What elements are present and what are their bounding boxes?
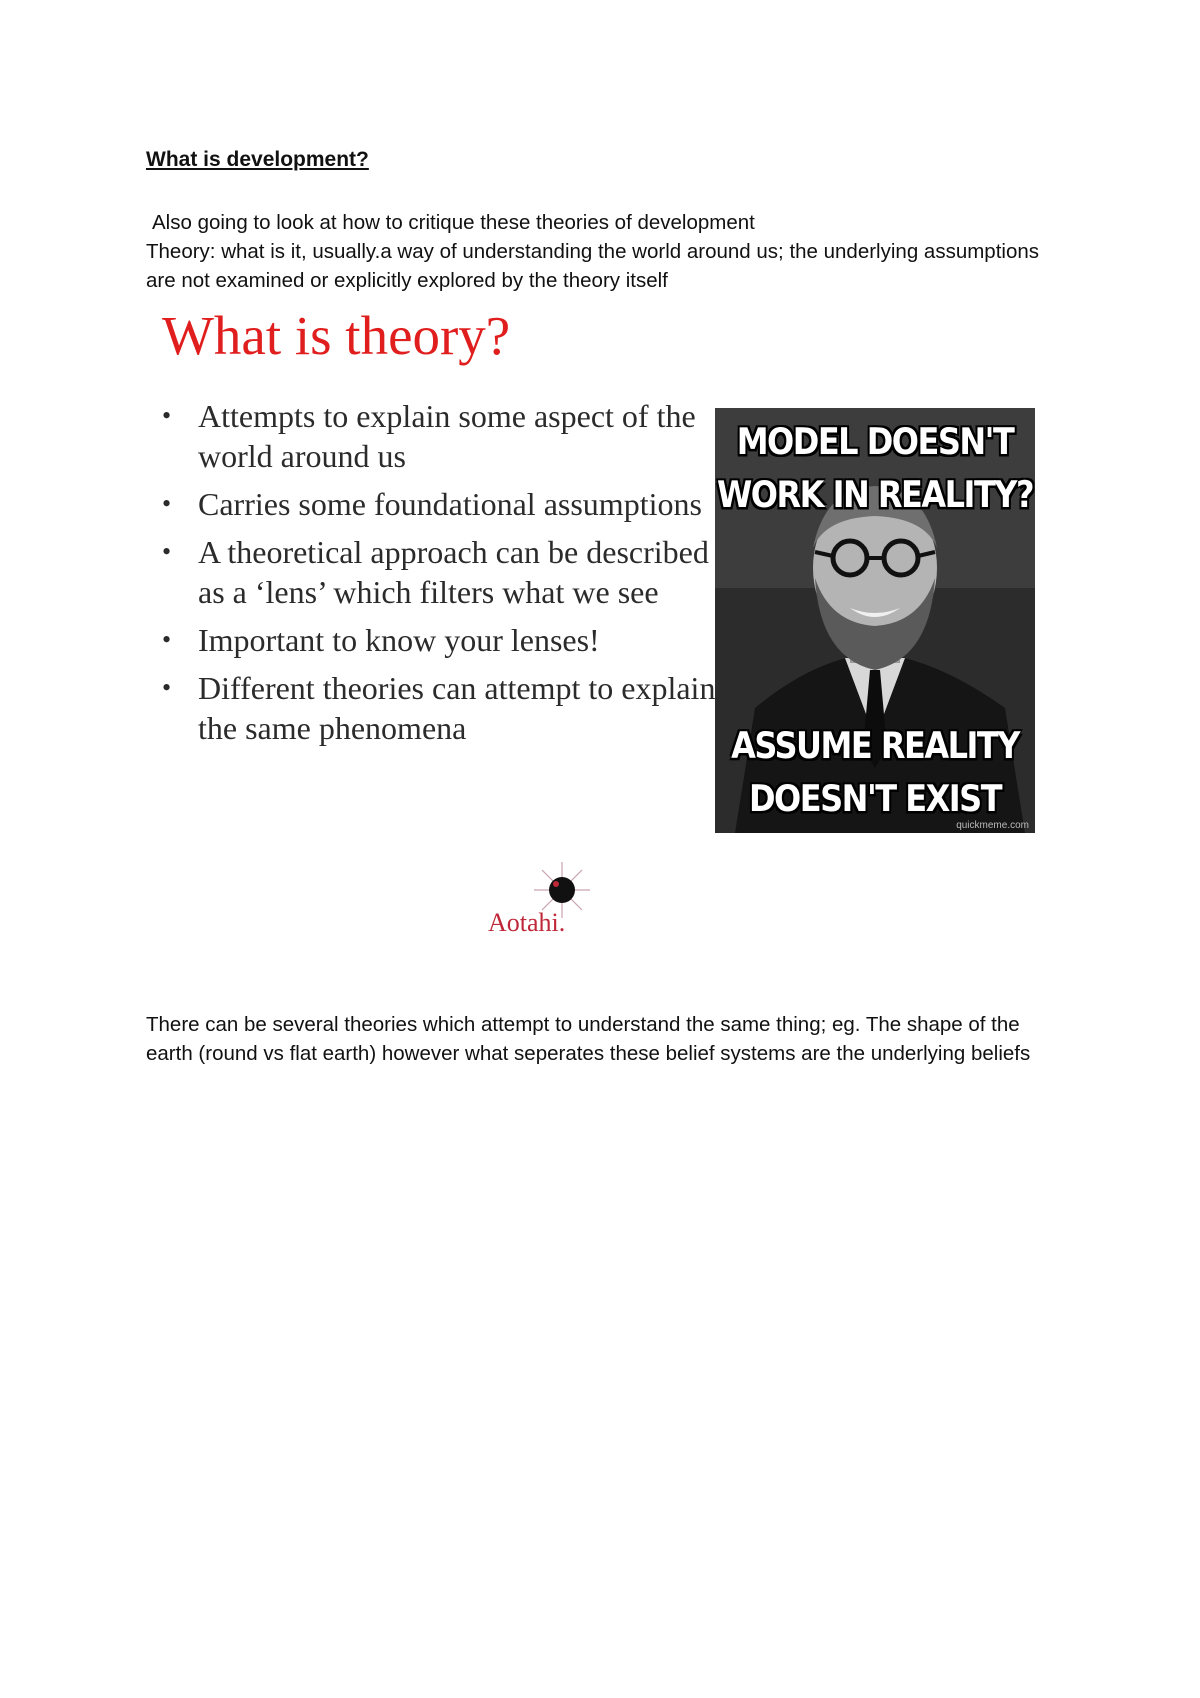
page-heading: What is development? [146,148,369,171]
slide-bullet-list [156,396,716,756]
meme-image [715,408,1035,833]
bullet-dot: • [162,537,172,566]
meme-watermark: quickmeme.com [956,820,1029,831]
bullet-text: Important to know your lenses! [198,622,600,658]
bullet-text: Different theories can attempt to explain the same phenomena [198,670,716,746]
bullet-text: A theoretical approach can be described as a ‘lens’ which filters what we see [198,534,709,610]
intro-line-1: Also going to look at how to critique these theories of development [152,211,755,234]
meme-top-caption [715,415,1035,521]
meme-bottom-caption [715,719,1035,825]
bullet-dot: • [162,401,172,430]
list-item [156,396,716,476]
embedded-slide-image [150,300,1050,980]
intro-line-2: Theory: what is it, usually.a way of understanding the world around us; the underlying assumptions are not examined or explicitly explored by the theory itself [146,240,1040,292]
bullet-text: Carries some foundational assumptions [198,486,702,522]
meme-caption-line: MODEL DOESN'T [736,419,1014,464]
bullet-dot: • [162,625,172,654]
list-item [156,668,716,748]
outro-paragraph: There can be several theories which attempt to understand the same thing; eg. The shape of the earth (round vs flat earth) however what seperates these belief systems are the underlying beliefs [146,1013,1031,1065]
slide-title: What is theory? [162,305,511,366]
bullet-dot: • [162,489,172,518]
list-item [156,532,716,612]
meme-caption-line: ASSUME REALITY [731,723,1019,768]
meme-caption-line: WORK IN REALITY? [716,472,1034,517]
bullet-dot: • [162,673,172,702]
list-item [156,484,716,524]
bullet-text: Attempts to explain some aspect of the world around us [198,398,696,474]
meme-caption-line: DOESN'T EXIST [748,776,1002,821]
aotahi-logo [468,860,628,940]
intro-paragraph [146,208,1066,295]
logo-wordmark: Aotahi. [488,908,566,937]
list-item [156,620,716,660]
